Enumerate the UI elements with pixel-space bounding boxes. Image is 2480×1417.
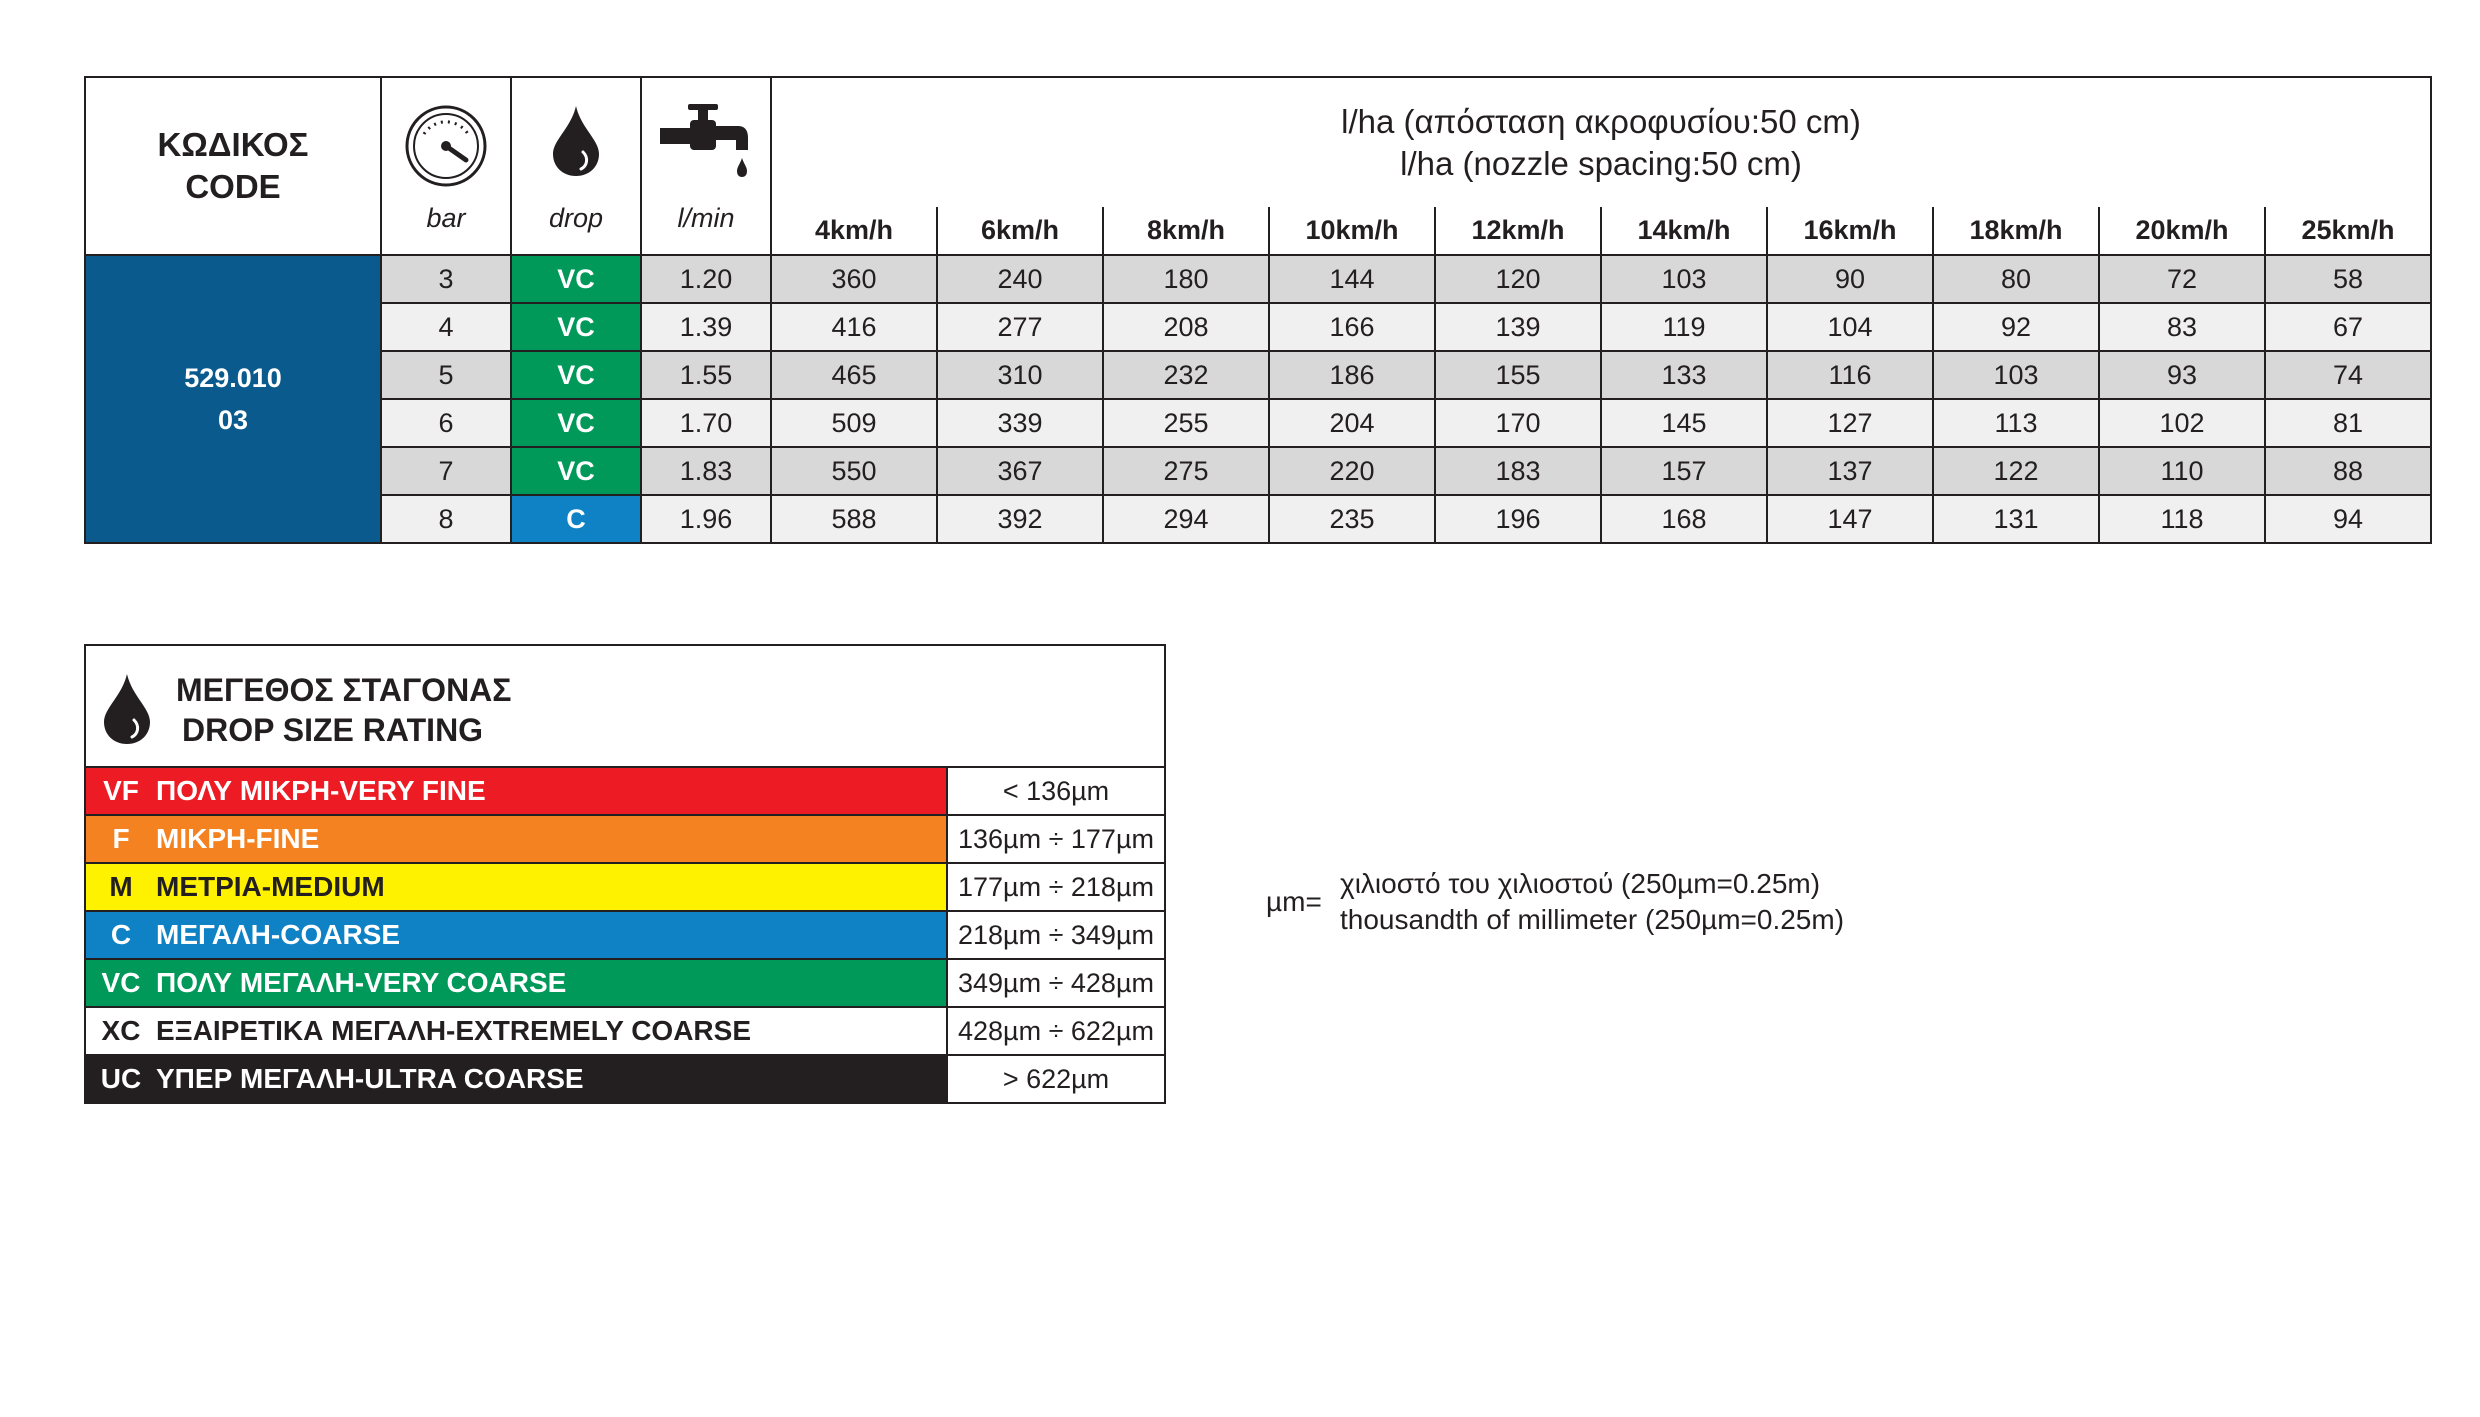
rate-value: 90 [1767, 255, 1933, 303]
drop-rating: VC [511, 255, 641, 303]
flow-value: 1.55 [641, 351, 771, 399]
legend-title-en: DROP SIZE RATING [182, 712, 484, 748]
table-row [85, 303, 2431, 351]
rate-value: 81 [2265, 399, 2431, 447]
rate-value: 80 [1933, 255, 2099, 303]
bar-value: 4 [381, 303, 511, 351]
rate-value: 103 [1933, 351, 2099, 399]
speed-header: 16km/h [1767, 207, 1933, 255]
rate-value: 103 [1601, 255, 1767, 303]
rate-value: 102 [2099, 399, 2265, 447]
rate-value: 118 [2099, 495, 2265, 543]
rate-value: 116 [1767, 351, 1933, 399]
legend-row [86, 768, 1164, 816]
rate-value: 127 [1767, 399, 1933, 447]
bar-label: bar [426, 203, 466, 233]
drop-rating: VC [511, 303, 641, 351]
rate-value: 119 [1601, 303, 1767, 351]
rate-value: 147 [1767, 495, 1933, 543]
rate-header-en: l/ha (nozzle spacing:50 cm) [1400, 144, 1802, 182]
legend-label: ΜΕΓΑΛΗ-COARSE [156, 919, 401, 950]
legend-label: ΠΟΛΥ ΜΙΚΡΗ-VERY FINE [156, 775, 486, 806]
rate-value: 183 [1435, 447, 1601, 495]
legend-row [86, 1056, 1164, 1102]
drop-rating: VC [511, 399, 641, 447]
legend-abbr: VF [103, 775, 139, 806]
rate-value: 168 [1601, 495, 1767, 543]
rate-value: 157 [1601, 447, 1767, 495]
legend-range: 136µm ÷ 177µm [946, 816, 1164, 862]
speed-header: 6km/h [937, 207, 1103, 255]
flow-label: l/min [677, 203, 735, 233]
legend-range: 349µm ÷ 428µm [946, 960, 1164, 1006]
rate-value: 74 [2265, 351, 2431, 399]
footnote-line-en: thousandth of millimeter (250µm=0.25m) [1340, 904, 1845, 935]
legend-range: > 622µm [946, 1056, 1164, 1102]
bar-header [381, 77, 511, 255]
legend-abbr: VC [101, 967, 141, 998]
footnote-line-gr: χιλιοστό του χιλιοστού (250µm=0.25m) [1340, 868, 1821, 899]
legend-row [86, 960, 1164, 1008]
rate-value: 186 [1269, 351, 1435, 399]
rate-value: 137 [1767, 447, 1933, 495]
rate-value: 275 [1103, 447, 1269, 495]
rate-value: 58 [2265, 255, 2431, 303]
code-header [85, 77, 381, 255]
speed-header: 25km/h [2265, 207, 2431, 255]
rate-value: 392 [937, 495, 1103, 543]
legend-label: ΜΕΤΡΙΑ-MEDIUM [156, 871, 385, 902]
table-row [85, 447, 2431, 495]
flow-value: 1.96 [641, 495, 771, 543]
rate-value: 465 [771, 351, 937, 399]
rate-value: 83 [2099, 303, 2265, 351]
rate-value: 360 [771, 255, 937, 303]
rate-value: 294 [1103, 495, 1269, 543]
rate-value: 133 [1601, 351, 1767, 399]
product-code-line1: 529.010 [184, 363, 282, 393]
rate-value: 92 [1933, 303, 2099, 351]
rate-value: 131 [1933, 495, 2099, 543]
legend-label: ΕΞΑΙΡΕΤΙΚΑ ΜΕΓΑΛΗ-EXTREMELY COARSE [156, 1015, 751, 1046]
table-row [85, 495, 2431, 543]
bar-value: 5 [381, 351, 511, 399]
legend-abbr: C [110, 919, 132, 950]
rate-value: 180 [1103, 255, 1269, 303]
legend-abbr: XC [101, 1015, 141, 1046]
rate-value: 94 [2265, 495, 2431, 543]
code-header-gr: ΚΩΔΙΚΟΣ [157, 126, 309, 163]
speed-header: 4km/h [771, 207, 937, 255]
rate-header [771, 77, 2431, 207]
flow-value: 1.83 [641, 447, 771, 495]
rate-value: 204 [1269, 399, 1435, 447]
speed-header: 20km/h [2099, 207, 2265, 255]
legend-range: 218µm ÷ 349µm [946, 912, 1164, 958]
rate-value: 232 [1103, 351, 1269, 399]
pressure-gauge-icon [404, 104, 488, 188]
flow-header [641, 77, 771, 255]
rate-header-gr: l/ha (απόσταση ακροφυσίου:50 cm) [1341, 102, 1861, 140]
rate-value: 509 [771, 399, 937, 447]
footnote-prefix: µm= [1266, 886, 1322, 917]
rate-value: 113 [1933, 399, 2099, 447]
rate-value: 166 [1269, 303, 1435, 351]
legend-abbr: F [112, 823, 130, 854]
drop-label: drop [548, 203, 604, 233]
rate-value: 139 [1435, 303, 1601, 351]
rate-value: 277 [937, 303, 1103, 351]
rate-value: 235 [1269, 495, 1435, 543]
rate-value: 240 [937, 255, 1103, 303]
rate-value: 88 [2265, 447, 2431, 495]
speed-header: 10km/h [1269, 207, 1435, 255]
legend-row [86, 816, 1164, 864]
rate-value: 416 [771, 303, 937, 351]
water-tap-icon [658, 104, 754, 184]
rate-value: 122 [1933, 447, 2099, 495]
rate-value: 145 [1601, 399, 1767, 447]
rate-value: 367 [937, 447, 1103, 495]
rate-value: 550 [771, 447, 937, 495]
rate-value: 67 [2265, 303, 2431, 351]
legend-list [86, 768, 1164, 1102]
rate-value: 155 [1435, 351, 1601, 399]
table-row [85, 399, 2431, 447]
drop-rating: VC [511, 447, 641, 495]
drop-size-legend [84, 644, 1166, 1104]
table-row [85, 351, 2431, 399]
legend-abbr: M [109, 871, 133, 902]
flow-value: 1.20 [641, 255, 771, 303]
rate-value: 255 [1103, 399, 1269, 447]
flow-value: 1.39 [641, 303, 771, 351]
product-code [85, 255, 381, 543]
drop-rating: C [511, 495, 641, 543]
rate-value: 208 [1103, 303, 1269, 351]
water-drop-icon [100, 672, 154, 746]
legend-row [86, 864, 1164, 912]
product-code-line2: 03 [217, 405, 249, 435]
legend-range: 428µm ÷ 622µm [946, 1008, 1164, 1054]
drop-header [511, 77, 641, 255]
rate-value: 310 [937, 351, 1103, 399]
rate-value: 196 [1435, 495, 1601, 543]
legend-label: ΜΙΚΡΗ-FINE [156, 823, 320, 854]
rate-value: 120 [1435, 255, 1601, 303]
legend-row [86, 912, 1164, 960]
rate-value: 93 [2099, 351, 2265, 399]
legend-label: ΥΠΕΡ ΜΕΓΑΛΗ-ULTRA COARSE [156, 1063, 584, 1094]
legend-header [86, 646, 1164, 768]
speed-header: 12km/h [1435, 207, 1601, 255]
legend-title-gr: ΜΕΓΕΘΟΣ ΣΤΑΓΟΝΑΣ [176, 672, 512, 708]
rate-value: 588 [771, 495, 937, 543]
water-drop-icon [549, 104, 603, 178]
legend-range: < 136µm [946, 768, 1164, 814]
speed-header: 14km/h [1601, 207, 1767, 255]
bar-value: 7 [381, 447, 511, 495]
bar-value: 3 [381, 255, 511, 303]
table-row [85, 255, 2431, 303]
rate-value: 170 [1435, 399, 1601, 447]
spray-rate-table [84, 76, 2432, 544]
rate-value: 220 [1269, 447, 1435, 495]
legend-abbr: UC [100, 1063, 142, 1094]
legend-row [86, 1008, 1164, 1056]
rate-value: 339 [937, 399, 1103, 447]
rate-value: 144 [1269, 255, 1435, 303]
code-header-en: CODE [185, 168, 281, 205]
drop-rating: VC [511, 351, 641, 399]
legend-label: ΠΟΛΥ ΜΕΓΑΛΗ-VERY COARSE [156, 967, 567, 998]
flow-value: 1.70 [641, 399, 771, 447]
rate-value: 110 [2099, 447, 2265, 495]
speed-header: 8km/h [1103, 207, 1269, 255]
rate-value: 72 [2099, 255, 2265, 303]
legend-range: 177µm ÷ 218µm [946, 864, 1164, 910]
speed-header: 18km/h [1933, 207, 2099, 255]
bar-value: 8 [381, 495, 511, 543]
rate-value: 104 [1767, 303, 1933, 351]
bar-value: 6 [381, 399, 511, 447]
